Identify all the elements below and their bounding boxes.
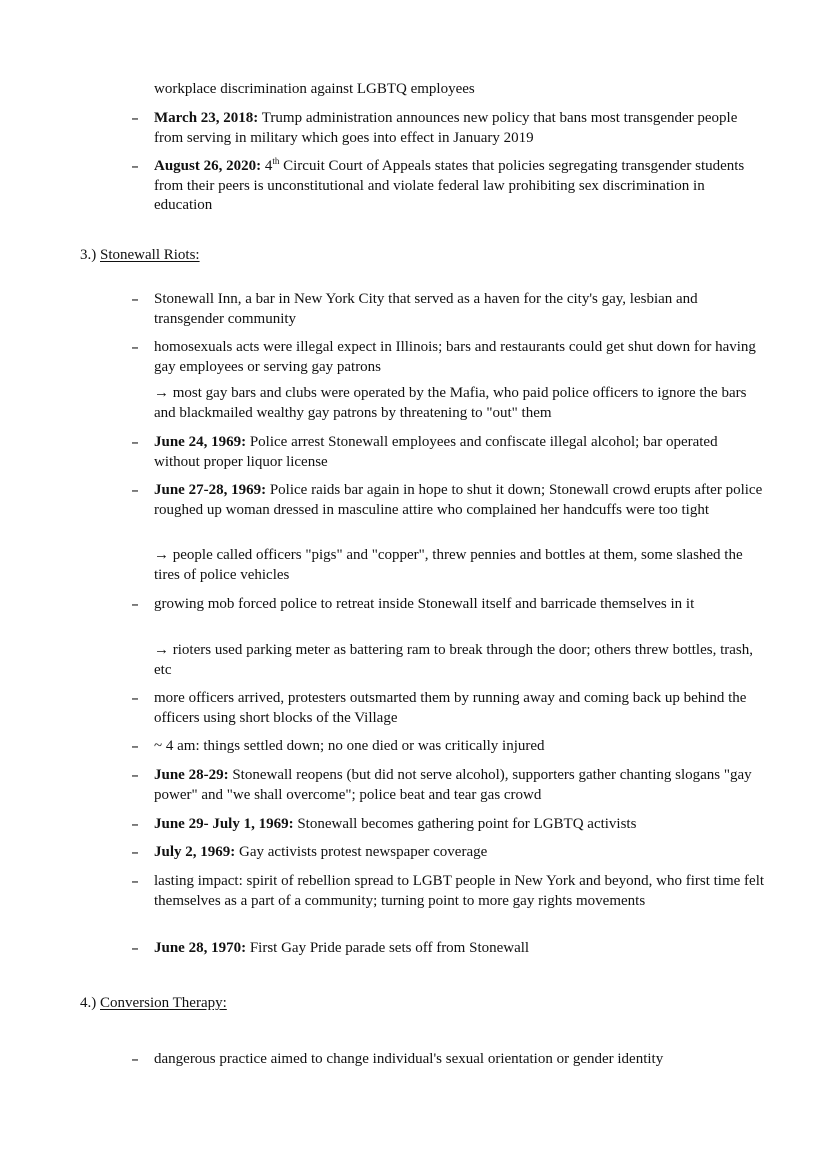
section-title: Stonewall Riots: (100, 247, 200, 263)
item-text: Circuit Court of Appeals states that policies segregating transgender students from their peers is unconstitutional and violate federal law prohibiting sex discrimination in education (154, 158, 745, 213)
bullet-dash: – (131, 872, 139, 890)
section-heading (80, 246, 200, 266)
section-title: Conversion Therapy: (100, 995, 227, 1011)
bullet-dash: – (131, 338, 139, 356)
list-item (154, 157, 766, 216)
item-text: 4 (261, 158, 273, 174)
bullet-dash: – (131, 481, 139, 499)
bullet-dash: – (131, 157, 139, 175)
item-text: more officers arrived, protesters outsmarted them by running away and coming back up behind the officers using short blocks of the Village (154, 690, 747, 726)
list-item (154, 843, 766, 863)
list-item (154, 689, 766, 728)
list-item (154, 109, 766, 148)
item-text: Gay activists protest newspaper coverage (235, 844, 488, 860)
list-item (154, 338, 766, 377)
bullet-dash: – (131, 737, 139, 755)
item-text: homosexuals acts were illegal expect in Illinois; bars and restaurants could get shut down for having gay employees or serving gay patrons (154, 339, 756, 375)
item-text: Stonewall becomes gathering point for LGBTQ activists (293, 816, 637, 832)
continuation-text: workplace discrimination against LGBTQ employees (154, 81, 475, 97)
item-text: lasting impact: spirit of rebellion spread to LGBT people in New York and beyond, who first time felt themselves as a part of a community; turning point to more gay rights movements (154, 873, 765, 909)
list-item (154, 766, 766, 805)
section-heading (80, 994, 227, 1014)
item-text: → people called officers "pigs" and "copper", threw pennies and bottles at them, some slashed the tires of police vehicles (154, 547, 743, 583)
item-text: Police raids bar again in hope to shut it down; Stonewall crowd erupts after police roughed up woman dressed in masculine attire who complained her handcuffs were too tight (154, 482, 763, 518)
item-text: → most gay bars and clubs were operated by the Mafia, who paid police officers to ignore the bars and blackmailed wealthy gay patrons by threatening to "out" them (154, 385, 747, 421)
list-item (154, 939, 766, 959)
list-item (154, 595, 766, 615)
item-text: ~ 4 am: things settled down; no one died or was critically injured (154, 738, 545, 754)
superscript: th (272, 156, 280, 166)
item-date: June 28-29: (154, 767, 229, 783)
sub-note (154, 384, 766, 423)
list-item (154, 737, 766, 757)
item-date: June 29- July 1, 1969: (154, 816, 294, 832)
item-text: Stonewall reopens (but did not serve alcohol), supporters gather chanting slogans "gay power" and "we shall overcome"; police beat and tear gas crowd (154, 767, 752, 803)
bullet-dash: – (131, 689, 139, 707)
item-date: June 24, 1969: (154, 434, 247, 450)
bullet-dash: – (131, 1050, 139, 1068)
item-date: March 23, 2018: (154, 110, 259, 126)
bullet-dash: – (131, 595, 139, 613)
list-item (154, 481, 766, 520)
item-text: Stonewall Inn, a bar in New York City that served as a haven for the city's gay, lesbian and transgender community (154, 291, 698, 327)
bullet-dash: – (131, 433, 139, 451)
sub-note (154, 641, 766, 680)
item-date: August 26, 2020: (154, 158, 262, 174)
bullet-dash: – (131, 290, 139, 308)
list-item (154, 872, 766, 911)
section-number: 4.) (80, 995, 97, 1011)
bullet-dash: – (131, 766, 139, 784)
section-number: 3.) (80, 247, 97, 263)
item-date: June 28, 1970: (154, 940, 247, 956)
sub-note (154, 546, 766, 585)
item-text: First Gay Pride parade sets off from Stonewall (246, 940, 530, 956)
item-text: Police arrest Stonewall employees and confiscate illegal alcohol; bar operated without proper liquor license (154, 434, 718, 470)
bullet-dash: – (131, 109, 139, 127)
bullet-dash: – (131, 815, 139, 833)
item-text: → rioters used parking meter as battering ram to break through the door; others threw bottles, trash, etc (154, 642, 754, 678)
bullet-dash: – (131, 843, 139, 861)
list-item (154, 290, 766, 329)
item-date: June 27-28, 1969: (154, 482, 267, 498)
list-item (154, 815, 766, 835)
item-text: growing mob forced police to retreat inside Stonewall itself and barricade themselves in it (154, 596, 695, 612)
item-date: July 2, 1969: (154, 844, 236, 860)
bullet-dash: – (131, 939, 139, 957)
list-item (154, 433, 766, 472)
list-item (154, 1050, 766, 1070)
item-text: Trump administration announces new policy that bans most transgender people from serving in military which goes into effect in January 2019 (154, 110, 738, 146)
item-text: dangerous practice aimed to change individual's sexual orientation or gender identity (154, 1051, 664, 1067)
